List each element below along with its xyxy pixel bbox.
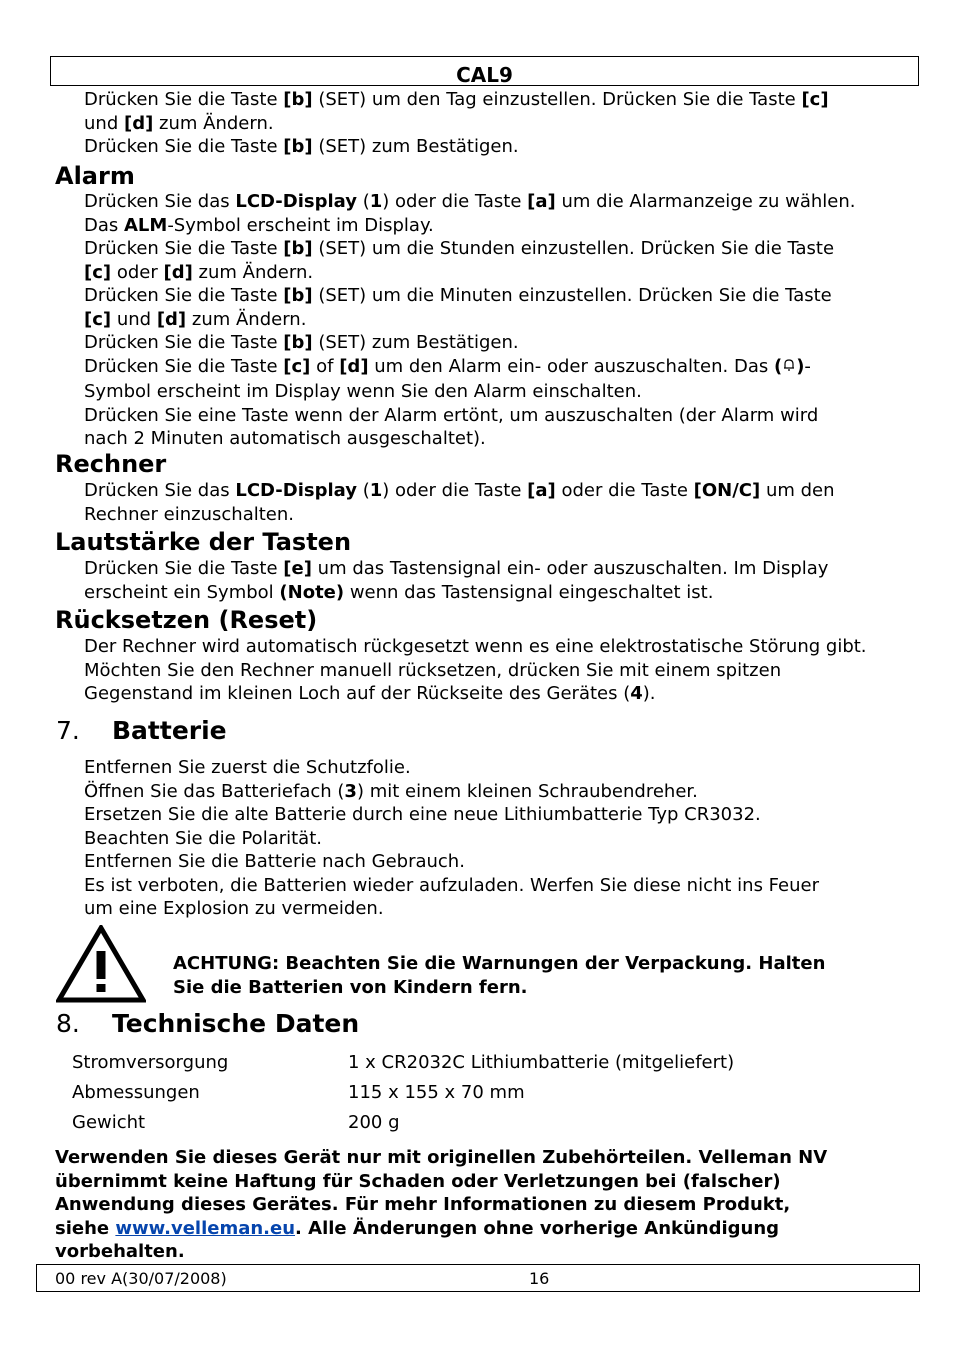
- text: um das Tastensignal ein- oder auszuschalten. Im Display: [311, 558, 829, 579]
- section-number: 8.: [56, 1009, 80, 1038]
- document-header: [50, 56, 919, 86]
- velleman-website-link[interactable]: www.velleman.eu: [115, 1217, 296, 1239]
- intro-paragraph-1: [84, 88, 924, 135]
- bold-term: LCD-Display: [235, 480, 357, 501]
- battery-warning: [173, 952, 903, 999]
- text: und: [84, 112, 124, 134]
- text: Verwenden Sie dieses Gerät nur mit originellen Zubehörteilen. Velleman NV: [55, 1147, 828, 1168]
- intro-paragraph-2: [84, 135, 924, 159]
- text: nach 2 Minuten automatisch ausgeschaltet).: [84, 428, 486, 449]
- text: -Symbol erscheint im Display.: [167, 214, 434, 236]
- lautstaerke-text: [84, 557, 924, 604]
- batterie-text: [84, 756, 924, 921]
- spec-label: Abmessungen: [72, 1082, 200, 1103]
- text: Drücken Sie eine Taste wenn der Alarm ertönt, um auszuschalten (der Alarm wird: [84, 404, 819, 426]
- alarm-text: [84, 190, 924, 451]
- text: (SET) um die Stunden einzustellen. Drücken Sie die Taste: [312, 238, 835, 259]
- rechner-text: [84, 479, 924, 526]
- text: um eine Explosion zu vermeiden.: [84, 898, 384, 919]
- text: Entfernen Sie die Batterie nach Gebrauch.: [84, 851, 465, 872]
- text: vorbehalten.: [55, 1241, 185, 1262]
- text: Öffnen Sie das Batteriefach (: [84, 780, 345, 802]
- key-ref: [b]: [283, 89, 313, 110]
- text: Entfernen Sie zuerst die Schutzfolie.: [84, 757, 411, 778]
- spec-row: [72, 1078, 922, 1108]
- text: Ersetzen Sie die alte Batterie durch eine neue Lithiumbatterie Typ CR3032.: [84, 804, 761, 825]
- text: (: [773, 355, 783, 377]
- text: zum Ändern.: [153, 112, 274, 134]
- key-ref: [d]: [163, 261, 193, 283]
- text: (: [356, 191, 370, 212]
- text: Drücken Sie die Taste: [84, 355, 284, 377]
- text: ): [796, 355, 805, 377]
- text: um den: [760, 480, 835, 501]
- key-ref: [c]: [283, 355, 311, 377]
- text: Der Rechner wird automatisch rückgesetzt wenn es eine elektrostatische Störung gibt.: [84, 636, 867, 657]
- text: oder: [111, 261, 164, 283]
- document-footer: [36, 1264, 920, 1292]
- text: übernimmt keine Haftung für Schaden oder Verletzungen bei (falscher): [55, 1170, 781, 1192]
- text: Anwendung dieses Gerätes. Für mehr Informationen zu diesem Produkt,: [55, 1194, 791, 1215]
- text: Beachten Sie die Polarität.: [84, 827, 322, 849]
- key-ref: [b]: [283, 332, 313, 353]
- page-number: 16: [529, 1269, 550, 1288]
- text: und: [111, 308, 157, 330]
- text: Es ist verboten, die Batterien wieder aufzuladen. Werfen Sie diese nicht ins Feuer: [84, 874, 819, 896]
- text: ) oder die Taste: [382, 191, 528, 212]
- reset-text: [84, 635, 924, 706]
- spec-value: 200 g: [348, 1112, 400, 1133]
- text: erscheint ein Symbol: [84, 581, 280, 603]
- section-title-alarm: Alarm: [55, 162, 135, 190]
- text: Das: [84, 214, 124, 236]
- revision-info: 00 rev A(30/07/2008): [55, 1269, 227, 1288]
- key-ref: [d]: [123, 112, 154, 134]
- section-heading-batterie: [56, 716, 227, 746]
- key-ref: [c]: [801, 89, 829, 110]
- section-title-rechner: Rechner: [55, 450, 167, 478]
- key-ref: [a]: [527, 480, 556, 501]
- text: zum Ändern.: [192, 261, 314, 283]
- key-ref: [b]: [283, 136, 313, 157]
- section-title-reset: Rücksetzen (Reset): [55, 606, 318, 634]
- text: Gegenstand im kleinen Loch auf der Rückseite des Gerätes (: [84, 683, 631, 704]
- text: Drücken Sie die Taste: [84, 332, 284, 353]
- warning-text: ACHTUNG: Beachten Sie die Warnungen der Verpackung. Halten: [173, 953, 826, 974]
- text: wenn das Tastensignal eingeschaltet ist.: [344, 581, 714, 603]
- text: -: [804, 355, 811, 377]
- spec-row: [72, 1048, 922, 1078]
- text: Drücken Sie die Taste: [84, 238, 284, 259]
- text: (SET) um den Tag einzustellen. Drücken Sie die Taste: [312, 89, 802, 110]
- text: . Alle Änderungen ohne vorherige Ankündigung: [295, 1217, 780, 1239]
- text: ) mit einem kleinen Schraubendreher.: [356, 780, 698, 802]
- text: (SET) zum Bestätigen.: [312, 332, 519, 353]
- key-ref: [e]: [283, 558, 312, 579]
- section-title-lautstaerke: Lautstärke der Tasten: [55, 528, 352, 556]
- key-ref: [b]: [283, 285, 313, 306]
- text: Möchten Sie den Rechner manuell rücksetzen, drücken Sie mit einem spitzen: [84, 659, 782, 681]
- header-title: CAL9: [456, 63, 513, 87]
- spec-value: 115 x 155 x 70 mm: [348, 1082, 525, 1103]
- text: um die Alarmanzeige zu wählen.: [555, 191, 856, 212]
- bold-term: LCD-Display: [235, 191, 357, 212]
- bold-term: (Note): [279, 581, 345, 603]
- key-ref: [c]: [84, 261, 112, 283]
- bold-term: ALM: [124, 214, 168, 236]
- section-title: Batterie: [112, 716, 227, 745]
- warning-triangle-icon: [56, 925, 146, 1010]
- text: Drücken Sie das: [84, 191, 236, 212]
- key-ref: [c]: [84, 308, 112, 330]
- key-ref: [d]: [156, 308, 187, 330]
- spec-label: Gewicht: [72, 1112, 146, 1133]
- text: Drücken Sie die Taste: [84, 558, 284, 579]
- key-ref: [a]: [527, 191, 556, 212]
- text: (SET) zum Bestätigen.: [312, 136, 519, 157]
- section-title: Technische Daten: [112, 1009, 360, 1038]
- text: Symbol erscheint im Display wenn Sie den Alarm einschalten.: [84, 381, 642, 402]
- warning-text: Sie die Batterien von Kindern fern.: [173, 976, 528, 998]
- text: (: [356, 480, 370, 501]
- section-number: 7.: [56, 716, 80, 745]
- text: um den Alarm ein- oder auszuschalten. Das: [368, 355, 774, 377]
- figure-ref: 1: [369, 191, 383, 212]
- figure-ref: 3: [344, 780, 357, 802]
- text: Drücken Sie die Taste: [84, 285, 284, 306]
- text: ) oder die Taste: [382, 480, 528, 501]
- spec-label: Stromversorgung: [72, 1052, 229, 1073]
- text: of: [310, 355, 340, 377]
- key-ref: [b]: [283, 238, 313, 259]
- text: Drücken Sie die Taste: [84, 136, 284, 157]
- key-ref: [d]: [339, 355, 369, 377]
- figure-ref: 1: [369, 480, 383, 501]
- text: oder die Taste: [555, 480, 694, 501]
- alarm-bell-icon: [782, 357, 796, 381]
- text: ).: [642, 683, 656, 704]
- spec-row: [72, 1108, 922, 1138]
- disclaimer-notice: [55, 1146, 905, 1264]
- text: siehe: [55, 1217, 116, 1239]
- figure-ref: 4: [630, 683, 643, 704]
- spec-value: 1 x CR2032C Lithiumbatterie (mitgeliefert): [348, 1052, 735, 1073]
- text: zum Ändern.: [186, 308, 307, 330]
- text: Drücken Sie das: [84, 480, 236, 501]
- section-heading-technische-daten: [56, 1009, 359, 1039]
- text: Rechner einzuschalten.: [84, 503, 294, 525]
- key-ref: [ON/C]: [693, 480, 761, 501]
- text: (SET) um die Minuten einzustellen. Drücken Sie die Taste: [312, 285, 832, 306]
- text: Drücken Sie die Taste: [84, 89, 284, 110]
